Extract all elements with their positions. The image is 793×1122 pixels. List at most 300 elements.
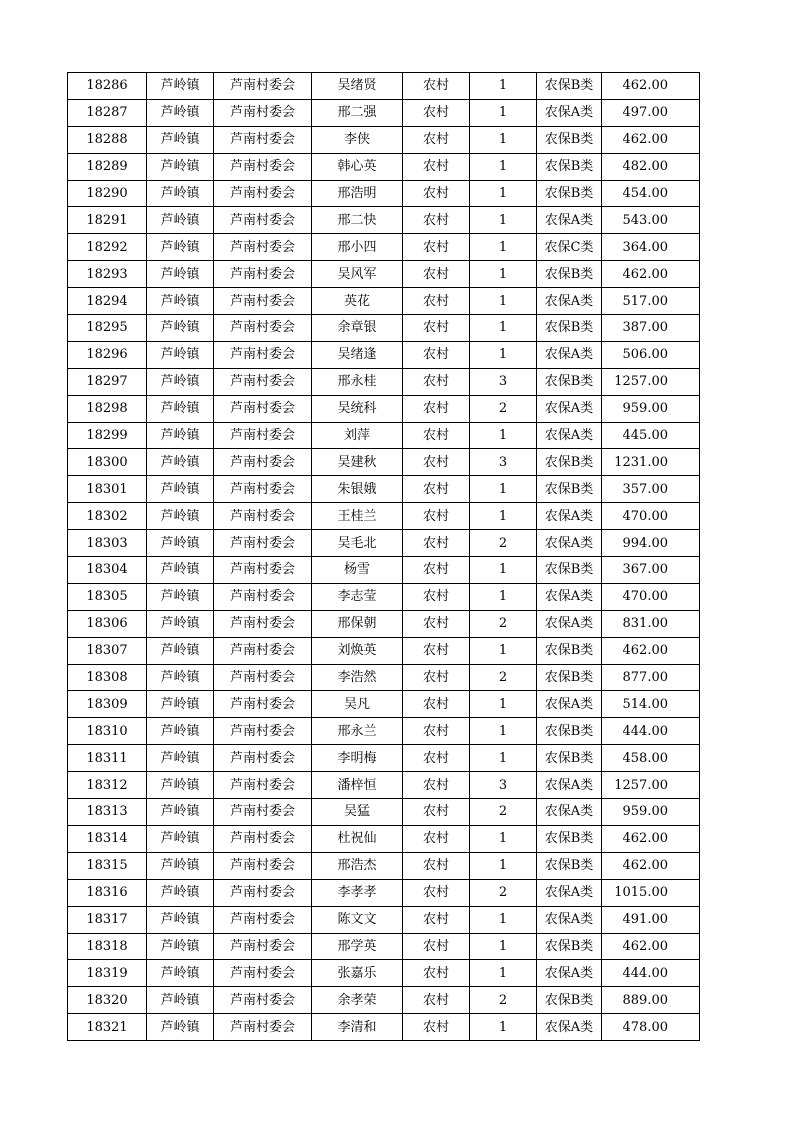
category-cell: 农保C类 xyxy=(537,234,602,261)
table-row xyxy=(68,852,700,879)
area-type-cell: 农村 xyxy=(403,799,470,826)
table-row xyxy=(68,610,700,637)
table-row xyxy=(68,126,700,153)
category-cell: 农保B类 xyxy=(537,825,602,852)
category-cell: 农保B类 xyxy=(537,933,602,960)
name-cell: 韩心英 xyxy=(312,153,403,180)
amount-cell: 462.00 xyxy=(602,933,700,960)
village-committee-cell: 芦南村委会 xyxy=(214,153,312,180)
amount-cell: 470.00 xyxy=(602,503,700,530)
name-cell: 李清和 xyxy=(312,1014,403,1041)
record-number-cell: 18299 xyxy=(68,422,147,449)
name-cell: 余孝荣 xyxy=(312,987,403,1014)
area-type-cell: 农村 xyxy=(403,637,470,664)
amount-cell: 491.00 xyxy=(602,906,700,933)
village-committee-cell: 芦南村委会 xyxy=(214,583,312,610)
record-number-cell: 18288 xyxy=(68,126,147,153)
area-type-cell: 农村 xyxy=(403,368,470,395)
household-size-cell: 1 xyxy=(470,906,537,933)
household-size-cell: 1 xyxy=(470,126,537,153)
village-committee-cell: 芦南村委会 xyxy=(214,610,312,637)
town-cell: 芦岭镇 xyxy=(147,503,214,530)
town-cell: 芦岭镇 xyxy=(147,207,214,234)
category-cell: 农保B类 xyxy=(537,153,602,180)
village-committee-cell: 芦南村委会 xyxy=(214,73,312,100)
area-type-cell: 农村 xyxy=(403,288,470,315)
category-cell: 农保B类 xyxy=(537,180,602,207)
village-committee-cell: 芦南村委会 xyxy=(214,476,312,503)
record-number-cell: 18306 xyxy=(68,610,147,637)
name-cell: 吴统科 xyxy=(312,395,403,422)
record-number-cell: 18310 xyxy=(68,718,147,745)
category-cell: 农保A类 xyxy=(537,422,602,449)
household-size-cell: 3 xyxy=(470,449,537,476)
area-type-cell: 农村 xyxy=(403,73,470,100)
category-cell: 农保B类 xyxy=(537,368,602,395)
area-type-cell: 农村 xyxy=(403,207,470,234)
record-number-cell: 18291 xyxy=(68,207,147,234)
name-cell: 杨雪 xyxy=(312,557,403,584)
area-type-cell: 农村 xyxy=(403,933,470,960)
table-row xyxy=(68,153,700,180)
town-cell: 芦岭镇 xyxy=(147,315,214,342)
town-cell: 芦岭镇 xyxy=(147,852,214,879)
record-number-cell: 18286 xyxy=(68,73,147,100)
name-cell: 张嘉乐 xyxy=(312,960,403,987)
household-size-cell: 1 xyxy=(470,825,537,852)
amount-cell: 470.00 xyxy=(602,583,700,610)
table-row xyxy=(68,718,700,745)
amount-cell: 959.00 xyxy=(602,799,700,826)
town-cell: 芦岭镇 xyxy=(147,745,214,772)
town-cell: 芦岭镇 xyxy=(147,879,214,906)
amount-cell: 506.00 xyxy=(602,341,700,368)
town-cell: 芦岭镇 xyxy=(147,933,214,960)
record-number-cell: 18314 xyxy=(68,825,147,852)
record-number-cell: 18309 xyxy=(68,691,147,718)
amount-cell: 462.00 xyxy=(602,637,700,664)
village-committee-cell: 芦南村委会 xyxy=(214,745,312,772)
amount-cell: 889.00 xyxy=(602,987,700,1014)
town-cell: 芦岭镇 xyxy=(147,449,214,476)
town-cell: 芦岭镇 xyxy=(147,341,214,368)
category-cell: 农保A类 xyxy=(537,207,602,234)
area-type-cell: 农村 xyxy=(403,180,470,207)
record-number-cell: 18302 xyxy=(68,503,147,530)
town-cell: 芦岭镇 xyxy=(147,799,214,826)
village-committee-cell: 芦南村委会 xyxy=(214,852,312,879)
area-type-cell: 农村 xyxy=(403,261,470,288)
record-number-cell: 18297 xyxy=(68,368,147,395)
category-cell: 农保A类 xyxy=(537,879,602,906)
name-cell: 邢二快 xyxy=(312,207,403,234)
record-number-cell: 18294 xyxy=(68,288,147,315)
name-cell: 吴凡 xyxy=(312,691,403,718)
household-size-cell: 2 xyxy=(470,664,537,691)
table-row xyxy=(68,691,700,718)
town-cell: 芦岭镇 xyxy=(147,368,214,395)
village-committee-cell: 芦南村委会 xyxy=(214,503,312,530)
name-cell: 吴猛 xyxy=(312,799,403,826)
area-type-cell: 农村 xyxy=(403,691,470,718)
amount-cell: 482.00 xyxy=(602,153,700,180)
amount-cell: 994.00 xyxy=(602,530,700,557)
town-cell: 芦岭镇 xyxy=(147,987,214,1014)
town-cell: 芦岭镇 xyxy=(147,664,214,691)
household-size-cell: 2 xyxy=(470,610,537,637)
village-committee-cell: 芦南村委会 xyxy=(214,422,312,449)
household-size-cell: 1 xyxy=(470,933,537,960)
household-size-cell: 1 xyxy=(470,153,537,180)
area-type-cell: 农村 xyxy=(403,772,470,799)
amount-cell: 462.00 xyxy=(602,852,700,879)
record-number-cell: 18316 xyxy=(68,879,147,906)
amount-cell: 497.00 xyxy=(602,99,700,126)
village-committee-cell: 芦南村委会 xyxy=(214,960,312,987)
name-cell: 刘焕英 xyxy=(312,637,403,664)
table-row xyxy=(68,745,700,772)
category-cell: 农保A类 xyxy=(537,906,602,933)
amount-cell: 357.00 xyxy=(602,476,700,503)
category-cell: 农保A类 xyxy=(537,691,602,718)
category-cell: 农保B类 xyxy=(537,126,602,153)
name-cell: 吴绪贤 xyxy=(312,73,403,100)
household-size-cell: 3 xyxy=(470,368,537,395)
amount-cell: 831.00 xyxy=(602,610,700,637)
category-cell: 农保A类 xyxy=(537,395,602,422)
village-committee-cell: 芦南村委会 xyxy=(214,315,312,342)
name-cell: 邢永桂 xyxy=(312,368,403,395)
area-type-cell: 农村 xyxy=(403,99,470,126)
town-cell: 芦岭镇 xyxy=(147,180,214,207)
category-cell: 农保A类 xyxy=(537,772,602,799)
name-cell: 王桂兰 xyxy=(312,503,403,530)
village-committee-cell: 芦南村委会 xyxy=(214,341,312,368)
area-type-cell: 农村 xyxy=(403,341,470,368)
household-size-cell: 3 xyxy=(470,772,537,799)
household-size-cell: 1 xyxy=(470,315,537,342)
name-cell: 英花 xyxy=(312,288,403,315)
record-number-cell: 18321 xyxy=(68,1014,147,1041)
household-size-cell: 1 xyxy=(470,718,537,745)
area-type-cell: 农村 xyxy=(403,126,470,153)
table-row xyxy=(68,799,700,826)
village-committee-cell: 芦南村委会 xyxy=(214,288,312,315)
village-committee-cell: 芦南村委会 xyxy=(214,987,312,1014)
table-row xyxy=(68,1014,700,1041)
name-cell: 李志莹 xyxy=(312,583,403,610)
amount-cell: 517.00 xyxy=(602,288,700,315)
table-row xyxy=(68,933,700,960)
amount-cell: 1231.00 xyxy=(602,449,700,476)
category-cell: 农保B类 xyxy=(537,745,602,772)
record-number-cell: 18301 xyxy=(68,476,147,503)
amount-cell: 1257.00 xyxy=(602,772,700,799)
table-body xyxy=(68,73,700,1041)
name-cell: 李浩然 xyxy=(312,664,403,691)
household-size-cell: 1 xyxy=(470,180,537,207)
table-row xyxy=(68,73,700,100)
amount-cell: 877.00 xyxy=(602,664,700,691)
area-type-cell: 农村 xyxy=(403,825,470,852)
town-cell: 芦岭镇 xyxy=(147,261,214,288)
household-size-cell: 1 xyxy=(470,99,537,126)
village-committee-cell: 芦南村委会 xyxy=(214,825,312,852)
category-cell: 农保B类 xyxy=(537,449,602,476)
table-row xyxy=(68,987,700,1014)
village-committee-cell: 芦南村委会 xyxy=(214,906,312,933)
household-size-cell: 2 xyxy=(470,987,537,1014)
category-cell: 农保B类 xyxy=(537,315,602,342)
table-row xyxy=(68,395,700,422)
record-number-cell: 18293 xyxy=(68,261,147,288)
town-cell: 芦岭镇 xyxy=(147,825,214,852)
data-table xyxy=(67,72,700,1041)
village-committee-cell: 芦南村委会 xyxy=(214,933,312,960)
category-cell: 农保A类 xyxy=(537,610,602,637)
record-number-cell: 18292 xyxy=(68,234,147,261)
area-type-cell: 农村 xyxy=(403,315,470,342)
village-committee-cell: 芦南村委会 xyxy=(214,772,312,799)
record-number-cell: 18303 xyxy=(68,530,147,557)
table-row xyxy=(68,341,700,368)
area-type-cell: 农村 xyxy=(403,422,470,449)
table-row xyxy=(68,288,700,315)
household-size-cell: 1 xyxy=(470,691,537,718)
amount-cell: 387.00 xyxy=(602,315,700,342)
category-cell: 农保A类 xyxy=(537,530,602,557)
name-cell: 邢学英 xyxy=(312,933,403,960)
category-cell: 农保B类 xyxy=(537,852,602,879)
village-committee-cell: 芦南村委会 xyxy=(214,368,312,395)
household-size-cell: 1 xyxy=(470,261,537,288)
area-type-cell: 农村 xyxy=(403,852,470,879)
table-row xyxy=(68,637,700,664)
record-number-cell: 18287 xyxy=(68,99,147,126)
table-row xyxy=(68,557,700,584)
category-cell: 农保B类 xyxy=(537,664,602,691)
name-cell: 邢浩明 xyxy=(312,180,403,207)
household-size-cell: 1 xyxy=(470,960,537,987)
record-number-cell: 18312 xyxy=(68,772,147,799)
village-committee-cell: 芦南村委会 xyxy=(214,691,312,718)
name-cell: 邢二强 xyxy=(312,99,403,126)
record-number-cell: 18313 xyxy=(68,799,147,826)
town-cell: 芦岭镇 xyxy=(147,153,214,180)
household-size-cell: 1 xyxy=(470,341,537,368)
area-type-cell: 农村 xyxy=(403,449,470,476)
household-size-cell: 1 xyxy=(470,476,537,503)
household-size-cell: 1 xyxy=(470,1014,537,1041)
town-cell: 芦岭镇 xyxy=(147,530,214,557)
record-number-cell: 18311 xyxy=(68,745,147,772)
household-size-cell: 1 xyxy=(470,234,537,261)
town-cell: 芦岭镇 xyxy=(147,718,214,745)
name-cell: 邢保朝 xyxy=(312,610,403,637)
name-cell: 陈文文 xyxy=(312,906,403,933)
table-row xyxy=(68,207,700,234)
name-cell: 吴建秋 xyxy=(312,449,403,476)
town-cell: 芦岭镇 xyxy=(147,637,214,664)
area-type-cell: 农村 xyxy=(403,557,470,584)
name-cell: 李侠 xyxy=(312,126,403,153)
household-size-cell: 1 xyxy=(470,207,537,234)
category-cell: 农保B类 xyxy=(537,557,602,584)
table-row xyxy=(68,368,700,395)
category-cell: 农保B类 xyxy=(537,261,602,288)
village-committee-cell: 芦南村委会 xyxy=(214,126,312,153)
area-type-cell: 农村 xyxy=(403,664,470,691)
category-cell: 农保A类 xyxy=(537,288,602,315)
category-cell: 农保B类 xyxy=(537,718,602,745)
category-cell: 农保B类 xyxy=(537,987,602,1014)
name-cell: 刘萍 xyxy=(312,422,403,449)
amount-cell: 364.00 xyxy=(602,234,700,261)
table-row xyxy=(68,825,700,852)
amount-cell: 1257.00 xyxy=(602,368,700,395)
village-committee-cell: 芦南村委会 xyxy=(214,180,312,207)
amount-cell: 1015.00 xyxy=(602,879,700,906)
town-cell: 芦岭镇 xyxy=(147,234,214,261)
amount-cell: 367.00 xyxy=(602,557,700,584)
table-row xyxy=(68,960,700,987)
area-type-cell: 农村 xyxy=(403,153,470,180)
village-committee-cell: 芦南村委会 xyxy=(214,99,312,126)
area-type-cell: 农村 xyxy=(403,476,470,503)
amount-cell: 514.00 xyxy=(602,691,700,718)
table-row xyxy=(68,503,700,530)
household-size-cell: 2 xyxy=(470,395,537,422)
town-cell: 芦岭镇 xyxy=(147,583,214,610)
town-cell: 芦岭镇 xyxy=(147,906,214,933)
category-cell: 农保A类 xyxy=(537,341,602,368)
amount-cell: 462.00 xyxy=(602,126,700,153)
category-cell: 农保A类 xyxy=(537,799,602,826)
amount-cell: 478.00 xyxy=(602,1014,700,1041)
town-cell: 芦岭镇 xyxy=(147,126,214,153)
village-committee-cell: 芦南村委会 xyxy=(214,395,312,422)
area-type-cell: 农村 xyxy=(403,610,470,637)
name-cell: 朱银娥 xyxy=(312,476,403,503)
table-row xyxy=(68,234,700,261)
area-type-cell: 农村 xyxy=(403,503,470,530)
name-cell: 余章银 xyxy=(312,315,403,342)
table-row xyxy=(68,583,700,610)
category-cell: 农保A类 xyxy=(537,503,602,530)
name-cell: 李孝孝 xyxy=(312,879,403,906)
table-row xyxy=(68,772,700,799)
village-committee-cell: 芦南村委会 xyxy=(214,530,312,557)
table-row xyxy=(68,906,700,933)
town-cell: 芦岭镇 xyxy=(147,476,214,503)
record-number-cell: 18290 xyxy=(68,180,147,207)
record-number-cell: 18318 xyxy=(68,933,147,960)
category-cell: 农保B类 xyxy=(537,73,602,100)
record-number-cell: 18298 xyxy=(68,395,147,422)
household-size-cell: 1 xyxy=(470,288,537,315)
town-cell: 芦岭镇 xyxy=(147,288,214,315)
area-type-cell: 农村 xyxy=(403,718,470,745)
town-cell: 芦岭镇 xyxy=(147,610,214,637)
table-row xyxy=(68,879,700,906)
town-cell: 芦岭镇 xyxy=(147,960,214,987)
record-number-cell: 18307 xyxy=(68,637,147,664)
amount-cell: 458.00 xyxy=(602,745,700,772)
name-cell: 邢小四 xyxy=(312,234,403,261)
name-cell: 吴风军 xyxy=(312,261,403,288)
town-cell: 芦岭镇 xyxy=(147,772,214,799)
name-cell: 吴绪逢 xyxy=(312,341,403,368)
category-cell: 农保B类 xyxy=(537,637,602,664)
record-number-cell: 18320 xyxy=(68,987,147,1014)
household-size-cell: 2 xyxy=(470,530,537,557)
record-number-cell: 18305 xyxy=(68,583,147,610)
town-cell: 芦岭镇 xyxy=(147,1014,214,1041)
town-cell: 芦岭镇 xyxy=(147,395,214,422)
table-row xyxy=(68,261,700,288)
area-type-cell: 农村 xyxy=(403,879,470,906)
amount-cell: 462.00 xyxy=(602,825,700,852)
table-row xyxy=(68,180,700,207)
household-size-cell: 2 xyxy=(470,879,537,906)
household-size-cell: 1 xyxy=(470,73,537,100)
record-number-cell: 18295 xyxy=(68,315,147,342)
table-row xyxy=(68,99,700,126)
area-type-cell: 农村 xyxy=(403,583,470,610)
table-row xyxy=(68,315,700,342)
name-cell: 李明梅 xyxy=(312,745,403,772)
area-type-cell: 农村 xyxy=(403,395,470,422)
town-cell: 芦岭镇 xyxy=(147,422,214,449)
table-row xyxy=(68,664,700,691)
household-size-cell: 1 xyxy=(470,852,537,879)
category-cell: 农保A类 xyxy=(537,583,602,610)
amount-cell: 445.00 xyxy=(602,422,700,449)
table-row xyxy=(68,530,700,557)
record-number-cell: 18319 xyxy=(68,960,147,987)
town-cell: 芦岭镇 xyxy=(147,99,214,126)
area-type-cell: 农村 xyxy=(403,987,470,1014)
household-size-cell: 1 xyxy=(470,422,537,449)
record-number-cell: 18308 xyxy=(68,664,147,691)
village-committee-cell: 芦南村委会 xyxy=(214,1014,312,1041)
name-cell: 邢浩杰 xyxy=(312,852,403,879)
name-cell: 潘梓恒 xyxy=(312,772,403,799)
area-type-cell: 农村 xyxy=(403,906,470,933)
amount-cell: 462.00 xyxy=(602,261,700,288)
household-size-cell: 1 xyxy=(470,503,537,530)
record-number-cell: 18296 xyxy=(68,341,147,368)
village-committee-cell: 芦南村委会 xyxy=(214,557,312,584)
category-cell: 农保A类 xyxy=(537,99,602,126)
table-row xyxy=(68,422,700,449)
category-cell: 农保B类 xyxy=(537,476,602,503)
village-committee-cell: 芦南村委会 xyxy=(214,799,312,826)
town-cell: 芦岭镇 xyxy=(147,73,214,100)
amount-cell: 543.00 xyxy=(602,207,700,234)
village-committee-cell: 芦南村委会 xyxy=(214,637,312,664)
table-row xyxy=(68,476,700,503)
village-committee-cell: 芦南村委会 xyxy=(214,879,312,906)
village-committee-cell: 芦南村委会 xyxy=(214,449,312,476)
household-size-cell: 1 xyxy=(470,745,537,772)
record-number-cell: 18315 xyxy=(68,852,147,879)
record-number-cell: 18317 xyxy=(68,906,147,933)
village-committee-cell: 芦南村委会 xyxy=(214,664,312,691)
village-committee-cell: 芦南村委会 xyxy=(214,261,312,288)
area-type-cell: 农村 xyxy=(403,1014,470,1041)
amount-cell: 444.00 xyxy=(602,960,700,987)
